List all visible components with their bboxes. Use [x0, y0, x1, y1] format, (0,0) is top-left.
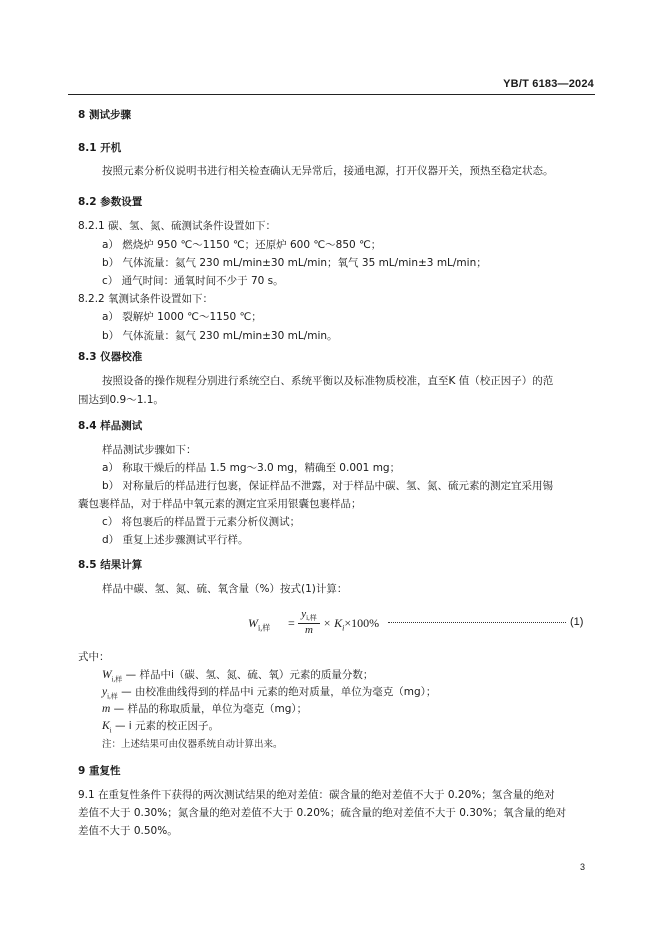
document-number: YB/T 6183—2024	[503, 78, 594, 90]
formula-leader-dots	[388, 622, 566, 623]
section-9-heading: 9 重复性	[78, 765, 121, 777]
list-item-continuation: 囊包裹样品，对于样品中氧元素的测定宜采用银囊包裹样品；	[78, 498, 362, 510]
definition-item: $K_i$ — i 元素的校正因子。	[102, 720, 220, 735]
paragraph: 按照元素分析仪说明书进行相关检查确认无异常后，接通电源，打开仪器开关，预热至稳定状态。	[102, 165, 554, 177]
definition-symbol: $K_i$	[102, 720, 112, 735]
definition-symbol: $y_{i,样}$	[102, 686, 118, 701]
subsection-8-2-2: 8.2.2 氧测试条件设置如下：	[78, 293, 214, 305]
formula-lhs: $W_{i,样}$	[248, 616, 271, 633]
paragraph: 样品中碳、氢、氮、硫、氧含量（%）按式(1)计算：	[102, 583, 348, 595]
formula-fraction	[298, 608, 320, 636]
paragraph-continuation: 围达到0.9～1.1。	[78, 394, 164, 406]
formula-denominator: m	[305, 624, 313, 636]
section-8-1-heading: 8.1 开机	[78, 142, 122, 154]
header-rule	[68, 94, 595, 95]
list-item: a） 称取干燥后的样品 1.5 mg～3.0 mg，精确至 0.001 mg；	[102, 462, 401, 474]
list-item: b） 气体流量：氦气 230 mL/min±30 mL/min；氧气 35 mL/min±3 mL/min；	[102, 257, 487, 269]
paragraph: 9.1 在重复性条件下获得的两次测试结果的绝对差值：碳含量的绝对差值不大于 0.20%；氢含量的绝对	[78, 789, 555, 801]
list-item: a） 裂解炉 1000 ℃～1150 ℃；	[102, 311, 262, 323]
subsection-8-2-1: 8.2.1 碳、氢、氮、硫测试条件设置如下：	[78, 220, 277, 232]
definition-item: $W_{i,样}$ — 样品中i（碳、氢、氮、硫、氧）元素的质量分数；	[102, 669, 374, 684]
definition-item: m — 样品的称取质量，单位为毫克（mg）；	[102, 703, 308, 715]
paragraph: 按照设备的操作规程分别进行系统空白、系统平衡以及标准物质校准，直至K 值（校正因子）的范	[102, 375, 554, 387]
paragraph: 样品测试步骤如下：	[102, 444, 197, 456]
list-item: c） 将包裹后的样品置于元素分析仪测试；	[102, 516, 301, 528]
list-item: a） 燃烧炉 950 ℃～1150 ℃；还原炉 600 ℃～850 ℃；	[102, 239, 382, 251]
paragraph-continuation: 差值不大于 0.50%。	[78, 825, 178, 837]
paragraph-continuation: 差值不大于 0.30%；氮含量的绝对差值不大于 0.20%；硫含量的绝对差值不大于 0.30%；氧含量的绝对	[78, 807, 567, 819]
page-number: 3	[579, 862, 585, 872]
formula-numerator: $y_{i,样}$	[301, 608, 317, 623]
formula-number: (1)	[570, 616, 584, 628]
definition-symbol: $W_{i,样}$	[102, 669, 123, 684]
list-item: b） 气体流量：氦气 230 mL/min±30 mL/min。	[102, 330, 338, 342]
note: 注：上述结果可由仪器系统自动计算出来。	[102, 739, 283, 750]
section-8-4-heading: 8.4 样品测试	[78, 420, 143, 432]
definition-item: $y_{i,样}$ — 由校准曲线得到的样品中i 元素的绝对质量，单位为毫克（mg）；	[102, 686, 437, 701]
formula-equals: =	[288, 616, 295, 630]
section-8-5-heading: 8.5 结果计算	[78, 559, 143, 571]
definition-symbol: m	[102, 703, 111, 715]
section-8-2-heading: 8.2 参数设置	[78, 196, 143, 208]
formula-1	[248, 608, 598, 644]
list-item: c） 通气时间：通氧时间不少于 70 s。	[102, 275, 284, 287]
list-item: d） 重复上述步骤测试平行样。	[102, 534, 249, 546]
list-item: b） 对称量后的样品进行包裹，保证样品不泄露，对于样品中碳、氢、氮、硫元素的测定宜采用锡	[102, 480, 554, 492]
formula-rest: × $K_i\times 100\%$	[323, 616, 380, 633]
section-8-3-heading: 8.3 仪器校准	[78, 351, 143, 363]
where-label: 式中：	[78, 651, 110, 663]
section-8-heading: 8 测试步骤	[78, 109, 131, 121]
